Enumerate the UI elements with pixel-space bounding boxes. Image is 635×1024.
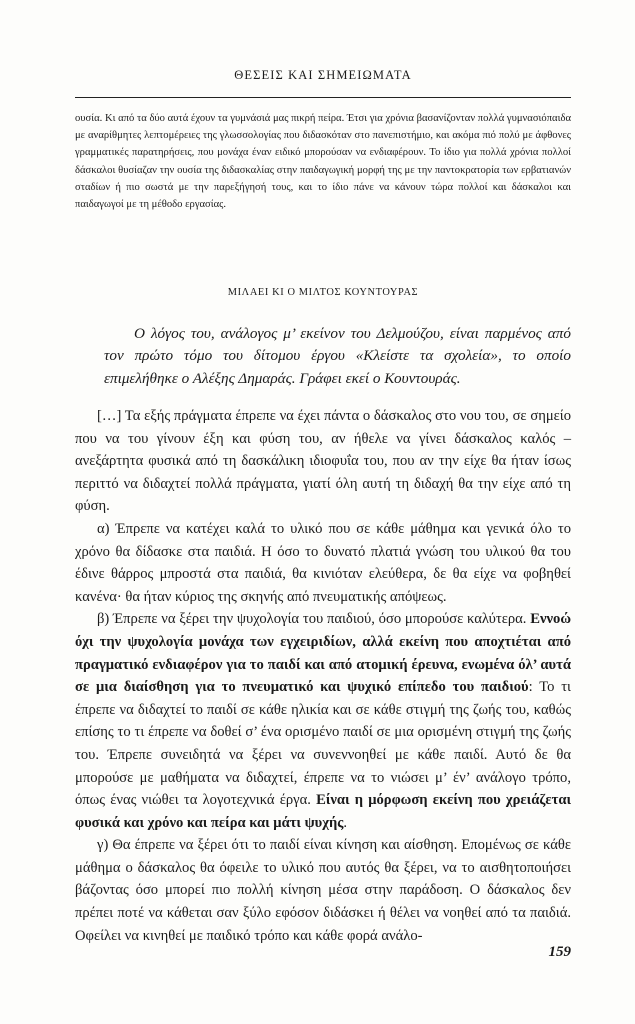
page-number: 159 bbox=[548, 944, 571, 960]
note-paragraph: ουσία. Κι από τα δύο αυτά έχουν τα γυμνάσιά μας πικρή πείρα. Έτσι για χρόνια βασανίζονταν πολλά γυμνασιόπαιδα με αναρίθμητες λεπτομέρειες της γλωσσολογίας που διδασκόταν στο πανεπιστήμιο, και ακόμα πιό πολύ με άφθονες γραμματικές παρατηρήσεις, που μονάχα έναν ειδικό μπορούσαν να ενδιαφέρουν. Το ίδιο για πολλά χρόνια πολλοί δάσκαλοι θυσίαζαν την ουσία της διδασκαλίας στην παιδαγωγική μορφή της με την παντοκρατορία των ερβατιανών σταδίων ή πιο σωστά με την παρεξήγησή τους, και το ίδιο πάνε να κάνουν τώρα πολλοί και δάσκαλοι και παιδαγωγοί με τη μέθοδο εργασίας. bbox=[75, 113, 571, 211]
running-header: ΘΕΣΕΙΣ ΚΑΙ ΣΗΜΕΙΩΜΑΤΑ bbox=[234, 68, 412, 82]
paragraph-b-bold-2: Είναι η μόρφωση εκείνη που χρειάζεται φυσικά και χρόνο και πείρα και μάτι ψυχής bbox=[75, 792, 571, 831]
paragraph-b-end: . bbox=[343, 814, 348, 831]
intro-paragraph: Ο λόγος του, ανάλογος μ’ εκείνον του Δελμούζου, είναι παρμένος από τον πρώτο τόμο του δίτομου έργου «Κλείστε τα σχολεία», το οποίο επιμελήθηκε ο Αλέξης Δημαράς. Γράφει εκεί ο Κουντουράς. bbox=[104, 325, 571, 387]
section-heading: ΜΙΛΑΕΙ ΚΙ Ο ΜΙΛΤΟΣ ΚΟΥΝΤΟΥΡΑΣ bbox=[227, 287, 419, 298]
note-text bbox=[75, 110, 571, 213]
paragraph-c: γ) Θα έπρεπε να ξέρει ότι το παιδί είναι κίνηση και αίσθηση. Επομένως σε κάθε μάθημα ο δάσκαλος θα όφειλε το υλικό που αυτός θα ξέρει, να το αισθητοποιήσει βάζοντας όσο μπορεί πιο πολλή κίνηση μέσα στην παράδοση. Ο δάσκαλος δεν πρέπει ποτέ να κάθεται σαν ξύλο εφόσον διδάσκει ή θέλει να νοηθεί από τα παιδιά. Οφείλει να κινηθεί με παιδικό τρόπο και κάθε φορά ανάλο- bbox=[75, 837, 571, 944]
paragraph-b-bold-1: Εννοώ όχι την ψυχολογία μονάχα των εγχειριδίων, αλλά εκείνη που αποχτιέται από πραγματικό ενδιαφέρον για το παιδί και από ατομική έρευνα, ενωμένα όλ’ αυτά σε μια διαίσθηση για το πνευματικό και ψυχικό επίπεδο του παιδιού bbox=[75, 611, 571, 696]
main-text bbox=[75, 405, 571, 947]
paragraph-b-middle: : Το τι έπρεπε να διδαχτεί το παιδί σε κάθε ηλικία και σε κάθε στιγμή της ζωής του, καθώς επίσης το τι έπρεπε να δοθεί σ’ ένα ορισμένο παιδί σε μια ορισμένη στιγμή της ζωής του. Έπρεπε συνειδητά να ξέρει να συνεννοηθεί με κάθε παιδί. Αυτό δε θα μπορούσε με μαθήματα να διδαχτεί, έπρεπε να το νιώσει μ’ έν’ ανάλογο τρόπο, όπως ένας νιώθει τα λογοτεχνικά έργα. bbox=[75, 679, 571, 809]
paragraph-b bbox=[75, 608, 571, 834]
header-rule bbox=[75, 97, 571, 98]
paragraph-a: α) Έπρεπε να κατέχει καλά το υλικό που σε κάθε μάθημα και γενικά όλο το χρόνο θα δίδασκε στα παιδιά. Η όσο το δυνατό πλατιά γνώση του υλικού θα του έδινε θάρρος μπροστά στα παιδιά, θα κινιόταν ελεύθερα, δε θα είχε να φοβηθεί κανένα· θα ήταν κύριος της σκηνής από πνευματικής απόψεως. bbox=[75, 520, 571, 605]
paragraph-1: […] Τα εξής πράγματα έπρεπε να έχει πάντα ο δάσκαλος στο νου του, σε σημείο που να του γίνουν έξη και φύση του, αν ήθελε να γίνει δάσκαλος καλός – ανεξάρτητα φυσικά από τη δασκάλικη ιδιοφυΐα του, που αν την είχε θα ήταν ίσως περιττό να διδαχτεί πολλά πράγματα, γιατί όλη αυτή τη διδαχή θα την είχε από τη φύση. bbox=[75, 408, 571, 515]
intro-text bbox=[104, 323, 571, 390]
paragraph-b-start: β) Έπρεπε να ξέρει την ψυχολογία του παιδιού, όσο μπορούσε καλύτερα. bbox=[97, 611, 527, 628]
